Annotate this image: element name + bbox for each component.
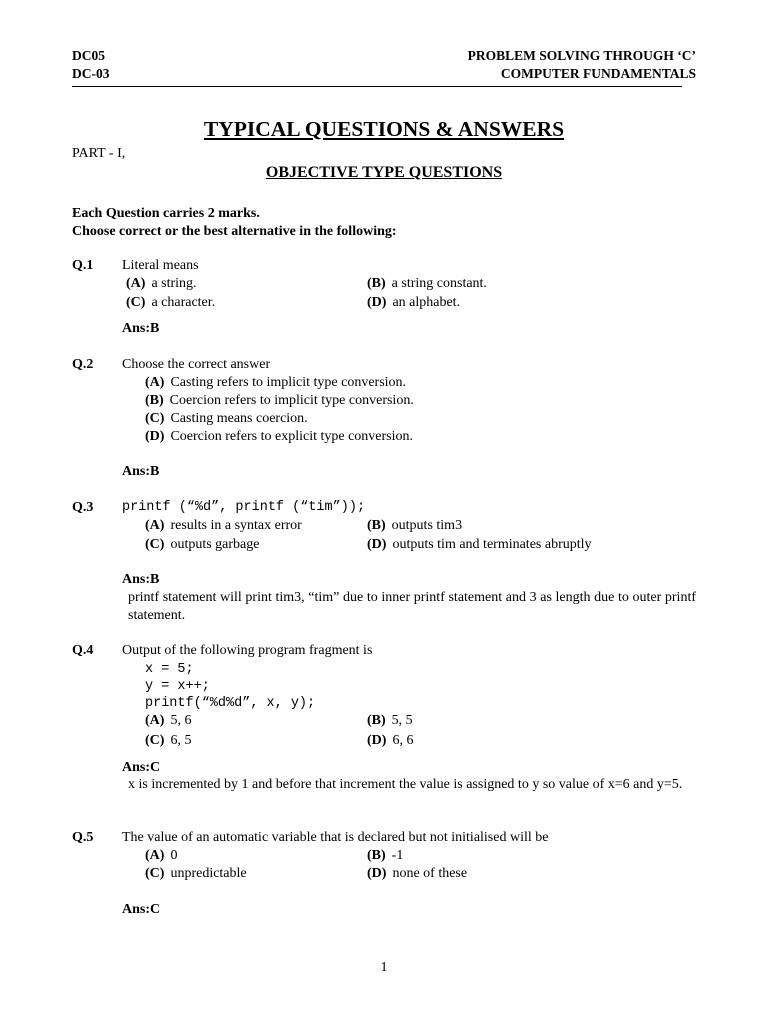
question-number: Q.1	[72, 258, 94, 273]
question-stem: Output of the following program fragment is	[122, 643, 373, 658]
option-letter: (D)	[367, 295, 387, 310]
option-text: 5, 5	[391, 713, 413, 728]
option-text: 5, 6	[170, 713, 192, 728]
option-d	[367, 295, 460, 311]
option-a	[145, 713, 191, 729]
option-text: outputs garbage	[170, 537, 260, 552]
option-letter: (B)	[367, 848, 386, 863]
instruction-marks: Each Question carries 2 marks.	[72, 206, 260, 221]
option-b	[367, 848, 403, 864]
question-stem: Choose the correct answer	[122, 357, 271, 372]
option-letter: (C)	[145, 411, 165, 426]
option-b	[367, 276, 487, 292]
header-rule	[72, 86, 682, 87]
header-course-code-2: DC-03	[72, 66, 110, 81]
option-text: a character.	[151, 295, 216, 310]
option-letter: (C)	[126, 295, 146, 310]
option-letter: (A)	[145, 848, 165, 863]
question-stem-code: printf (“%d”, printf (“tim”));	[122, 500, 366, 515]
option-d	[367, 537, 592, 553]
answer: Ans:C	[122, 902, 161, 917]
option-letter: (C)	[145, 537, 165, 552]
option-a	[145, 848, 177, 864]
question-number: Q.3	[72, 500, 94, 515]
question-number: Q.4	[72, 643, 94, 658]
option-text: Casting refers to implicit type conversion.	[170, 375, 407, 390]
part-label: PART - I,	[72, 146, 126, 161]
option-text: a string constant.	[391, 276, 487, 291]
section-subtitle: OBJECTIVE TYPE QUESTIONS	[265, 164, 503, 181]
option-text: Coercion refers to implicit type conversion.	[169, 393, 414, 408]
question-number: Q.2	[72, 357, 94, 372]
option-letter: (B)	[367, 713, 386, 728]
option-c	[145, 866, 247, 882]
option-c	[145, 411, 308, 427]
option-text: a string.	[151, 276, 197, 291]
option-letter: (D)	[367, 866, 387, 881]
answer: Ans:B	[122, 321, 160, 336]
option-letter: (C)	[145, 866, 165, 881]
option-letter: (C)	[145, 733, 165, 748]
answer: Ans:B	[122, 572, 160, 587]
option-letter: (A)	[145, 518, 165, 533]
answer-explanation: x is incremented by 1 and before that increment the value is assigned to y so value of x=6 and y=5.	[128, 777, 683, 792]
option-letter: (B)	[367, 276, 386, 291]
option-text: none of these	[392, 866, 468, 881]
option-a	[126, 276, 197, 292]
code-line: y = x++;	[145, 679, 210, 694]
option-letter: (B)	[367, 518, 386, 533]
option-letter: (D)	[367, 537, 387, 552]
header-course-code-1: DC05	[72, 48, 105, 63]
option-text: 0	[170, 848, 178, 863]
option-a	[145, 518, 302, 534]
option-b	[367, 713, 413, 729]
option-text: unpredictable	[170, 866, 247, 881]
option-d	[367, 866, 467, 882]
header-course-name-1: PROBLEM SOLVING THROUGH ‘C’	[467, 48, 696, 63]
code-line: printf(“%d%d”, x, y);	[145, 696, 316, 711]
option-c	[126, 295, 215, 311]
option-text: Coercion refers to explicit type conversion.	[170, 429, 414, 444]
option-text: an alphabet.	[392, 295, 461, 310]
answer-explanation: printf statement will print tim3, “tim” due to inner printf statement and 3 as length due to outer printf statement.	[128, 590, 696, 623]
option-letter: (A)	[145, 713, 165, 728]
option-letter: (D)	[367, 733, 387, 748]
option-b	[145, 393, 414, 409]
option-letter: (A)	[126, 276, 146, 291]
option-b	[367, 518, 462, 534]
answer: Ans:C	[122, 760, 161, 775]
option-d	[367, 733, 413, 749]
option-text: Casting means coercion.	[170, 411, 308, 426]
option-text: -1	[391, 848, 404, 863]
option-d	[145, 429, 413, 445]
option-letter: (B)	[145, 393, 164, 408]
code-line: x = 5;	[145, 662, 194, 677]
option-c	[145, 733, 191, 749]
instruction-choose: Choose correct or the best alternative in the following:	[72, 224, 397, 239]
option-text: results in a syntax error	[170, 518, 302, 533]
page-number: 1	[380, 960, 388, 975]
option-text: 6, 5	[170, 733, 192, 748]
option-a	[145, 375, 406, 391]
option-text: outputs tim and terminates abruptly	[392, 537, 592, 552]
option-letter: (D)	[145, 429, 165, 444]
option-text: 6, 6	[392, 733, 414, 748]
page-title: TYPICAL QUESTIONS & ANSWERS	[203, 117, 565, 141]
question-number: Q.5	[72, 830, 94, 845]
header-course-name-2: COMPUTER FUNDAMENTALS	[500, 66, 696, 81]
option-letter: (A)	[145, 375, 165, 390]
option-c	[145, 537, 259, 553]
question-stem: Literal means	[122, 258, 199, 273]
option-text: outputs tim3	[391, 518, 463, 533]
answer: Ans:B	[122, 464, 160, 479]
question-stem: The value of an automatic variable that is declared but not initialised will be	[122, 830, 549, 845]
